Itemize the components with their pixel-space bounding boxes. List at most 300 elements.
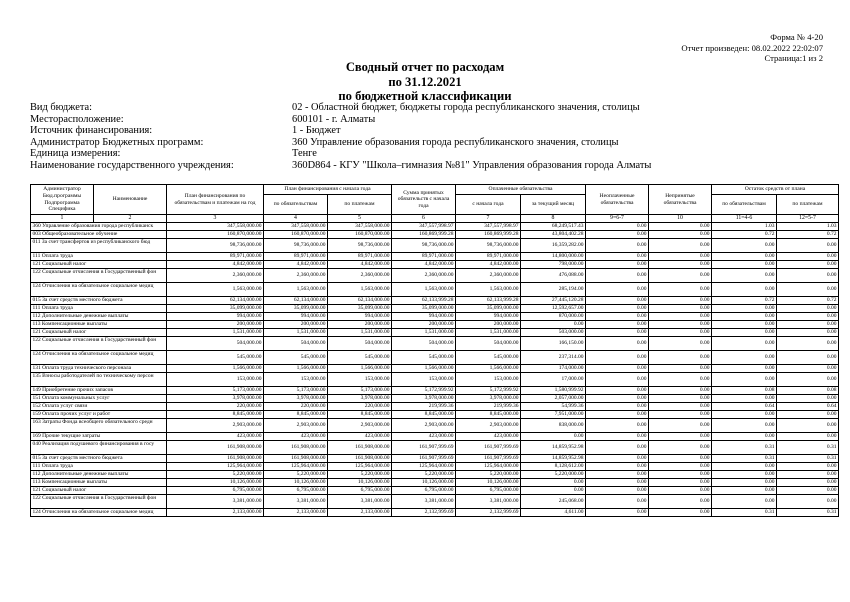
table-row: [31, 463, 839, 471]
cell-c3: 2,360,000.00: [167, 269, 264, 283]
cell-c5: 423,000.00: [328, 433, 392, 441]
info-label: Администратор Бюджетных программ:: [30, 136, 204, 148]
cell-c3: 1,531,000.00: [167, 329, 264, 337]
column-number: 9=6-7: [586, 215, 649, 223]
cell-c4: 423,000.00: [264, 433, 328, 441]
report-title: [0, 60, 850, 104]
cell-c6: 98,736,000.00: [392, 239, 456, 253]
cell-c11: 0.00: [712, 261, 777, 269]
cell-c5: 161,908,000.00: [328, 441, 392, 455]
cell-c9: 0.00: [586, 403, 649, 411]
cell-c11: 0.08: [712, 387, 777, 395]
cell-c9: 0.00: [586, 283, 649, 297]
column-numbers-row: [31, 215, 839, 223]
cell-c4: 200,000.00: [264, 321, 328, 329]
cell-c12: 0.00: [777, 411, 839, 419]
cell-c3: 5,173,000.00: [167, 387, 264, 395]
cell-c4: 3,381,000.00: [264, 495, 328, 509]
cell-c11: 0.00: [712, 471, 777, 479]
title-line-3: по бюджетной классификации: [338, 89, 512, 104]
cell-c3: 347,558,000.00: [167, 223, 264, 231]
row-name: 015 За счет средств местного бюджета: [31, 297, 167, 305]
info-row: [30, 160, 651, 172]
cell-c8: 174,000.00: [521, 365, 586, 373]
cell-c7: 1,563,000.00: [456, 283, 521, 297]
info-value: 600101 - г. Алматы: [292, 113, 376, 125]
cell-c8: 14,800,000.00: [521, 253, 586, 261]
cell-c8: 14,859,952.98: [521, 441, 586, 455]
cell-c6: 1,566,000.00: [392, 365, 456, 373]
cell-c10: 0.00: [649, 387, 712, 395]
cell-c5: 504,000.00: [328, 337, 392, 351]
table-row: [31, 351, 839, 365]
row-name: 124 Отчисления на обязательное социальное медиц: [31, 283, 167, 297]
cell-c9: 0.00: [586, 329, 649, 337]
cell-c9: 0.00: [586, 365, 649, 373]
table-row: [31, 329, 839, 337]
cell-c12: 0.00: [777, 351, 839, 365]
cell-c7: 545,000.00: [456, 351, 521, 365]
cell-c3: 545,000.00: [167, 351, 264, 365]
cell-c9: 0.00: [586, 231, 649, 239]
cell-c11: 0.00: [712, 283, 777, 297]
cell-c5: 200,000.00: [328, 321, 392, 329]
cell-c10: 0.00: [649, 495, 712, 509]
report-meta: [681, 32, 823, 64]
row-name: 131 Оплата труда технического персонала: [31, 365, 167, 373]
cell-c6: 5,172,999.92: [392, 387, 456, 395]
expense-table: [30, 184, 839, 517]
cell-c4: 2,360,000.00: [264, 269, 328, 283]
table-row: [31, 239, 839, 253]
cell-c7: 35,099,000.00: [456, 305, 521, 313]
row-name: 122 Социальные отчисления в Государственный фон: [31, 495, 167, 509]
cell-c9: 0.00: [586, 471, 649, 479]
cell-c3: 2,903,000.00: [167, 419, 264, 433]
cell-c7: 98,736,000.00: [456, 239, 521, 253]
cell-c6: 10,126,000.00: [392, 479, 456, 487]
info-value: 02 - Областной бюджет, бюджеты города республиканского значения, столицы: [292, 102, 640, 113]
table-row: [31, 321, 839, 329]
cell-c3: 10,126,000.00: [167, 479, 264, 487]
cell-c9: 0.00: [586, 419, 649, 433]
cell-c10: 0.00: [649, 269, 712, 283]
cell-c6: 89,971,000.00: [392, 253, 456, 261]
info-value: Тенге: [292, 148, 317, 160]
title-line-1: Сводный отчет по расходам: [345, 60, 505, 74]
cell-c4: 5,220,000.00: [264, 471, 328, 479]
cell-c4: 160,870,000.00: [264, 231, 328, 239]
cell-c8: 476,088.00: [521, 269, 586, 283]
table-row: [31, 373, 839, 387]
cell-c10: 0.00: [649, 441, 712, 455]
table-row: [31, 455, 839, 463]
cell-c12: 0.72: [777, 297, 839, 305]
cell-c11: 0.00: [712, 351, 777, 365]
cell-c12: 0.00: [777, 395, 839, 403]
cell-c3: 6,795,000.00: [167, 487, 264, 495]
info-label: Наименование государственного учреждения:: [30, 159, 234, 171]
cell-c12: 0.00: [777, 305, 839, 313]
cell-c8: 14,859,952.98: [521, 455, 586, 463]
header-admin: Администратор Бюд.программы Подпрограмма Специфика: [31, 185, 94, 215]
cell-c8: 7,951,000.00: [521, 411, 586, 419]
cell-c9: 0.00: [586, 351, 649, 365]
cell-c11: 0.00: [712, 463, 777, 471]
cell-c3: 1,563,000.00: [167, 283, 264, 297]
cell-c3: 220,000.00: [167, 403, 264, 411]
table-row: [31, 231, 839, 239]
row-name: 169 Прочие текущие затраты: [31, 433, 167, 441]
cell-c12: 0.08: [777, 387, 839, 395]
cell-c8: 8,128,612.00: [521, 463, 586, 471]
cell-c5: 153,000.00: [328, 373, 392, 387]
cell-c7: 153,000.00: [456, 373, 521, 387]
cell-c6: 161,907,999.69: [392, 455, 456, 463]
cell-c10: 0.00: [649, 351, 712, 365]
cell-c6: 6,795,000.00: [392, 487, 456, 495]
cell-c3: 3,381,000.00: [167, 495, 264, 509]
table-row: [31, 337, 839, 351]
cell-c11: 0.00: [712, 305, 777, 313]
cell-c10: 0.00: [649, 403, 712, 411]
cell-c11: 0.00: [712, 337, 777, 351]
row-name: 149 Приобретение прочих запасов: [31, 387, 167, 395]
cell-c7: 5,172,999.92: [456, 387, 521, 395]
cell-c4: 504,000.00: [264, 337, 328, 351]
cell-c11: 0.00: [712, 419, 777, 433]
cell-c8: 68,249,517.43: [521, 223, 586, 231]
cell-c11: 0.00: [712, 495, 777, 509]
cell-c7: 161,907,999.69: [456, 441, 521, 455]
cell-c6: 153,000.00: [392, 373, 456, 387]
cell-c8: 838,000.00: [521, 419, 586, 433]
row-name: 163 Затраты Фонда всеобщего обязательного средн: [31, 419, 167, 433]
row-name: 113 Компенсационные выплаты: [31, 321, 167, 329]
row-name: 122 Социальные отчисления в Государственный фон: [31, 269, 167, 283]
cell-c3: 161,908,000.00: [167, 455, 264, 463]
row-name: 112 Дополнительные денежные выплаты: [31, 471, 167, 479]
column-number: 11=4-6: [712, 215, 777, 223]
cell-c9: 0.00: [586, 305, 649, 313]
cell-c4: 3,978,000.00: [264, 395, 328, 403]
cell-c11: 0.00: [712, 487, 777, 495]
cell-c6: 62,133,999.28: [392, 297, 456, 305]
cell-c6: 2,903,000.00: [392, 419, 456, 433]
cell-c10: 0.00: [649, 479, 712, 487]
cell-c9: 0.00: [586, 269, 649, 283]
cell-c3: 89,971,000.00: [167, 253, 264, 261]
header-unpaid: Неоплаченные обязательства: [586, 185, 649, 215]
cell-c11: 0.00: [712, 269, 777, 283]
header-paid-month: за текущий месяц: [521, 195, 586, 215]
row-name: 015 За счет средств местного бюджета: [31, 455, 167, 463]
header-rest-pay: по платежам: [777, 195, 839, 215]
cell-c10: 0.00: [649, 433, 712, 441]
header-plan: План финансирования по обязательствам и платежам на год: [167, 185, 264, 215]
cell-c7: 1,531,000.00: [456, 329, 521, 337]
cell-c10: 0.00: [649, 487, 712, 495]
cell-c11: 0.31: [712, 509, 777, 517]
cell-c6: 1,531,000.00: [392, 329, 456, 337]
cell-c7: 200,000.00: [456, 321, 521, 329]
info-value: 360 Управление образования города республиканского значения, столицы: [292, 136, 619, 148]
cell-c12: 1.03: [777, 223, 839, 231]
cell-c5: 98,736,000.00: [328, 239, 392, 253]
cell-c4: 1,563,000.00: [264, 283, 328, 297]
cell-c9: 0.00: [586, 223, 649, 231]
header-rest-oblig: по обязательствам: [712, 195, 777, 215]
cell-c9: 0.00: [586, 455, 649, 463]
cell-c7: 3,381,000.00: [456, 495, 521, 509]
cell-c8: 0.00: [521, 479, 586, 487]
cell-c8: 5,220,000.00: [521, 471, 586, 479]
cell-c10: 0.00: [649, 223, 712, 231]
cell-c11: 0.00: [712, 365, 777, 373]
cell-c7: 423,000.00: [456, 433, 521, 441]
cell-c8: 503,000.00: [521, 329, 586, 337]
cell-c12: 0.00: [777, 313, 839, 321]
cell-c12: 0.00: [777, 321, 839, 329]
row-name: 121 Социальный налог: [31, 487, 167, 495]
column-number: 5: [328, 215, 392, 223]
cell-c7: 504,000.00: [456, 337, 521, 351]
cell-c10: 0.00: [649, 419, 712, 433]
column-number: 6: [392, 215, 456, 223]
cell-c10: 0.00: [649, 261, 712, 269]
report-timestamp: Отчет произведен: 08.02.2022 22:02:07: [681, 42, 823, 53]
header-plan-group: План финансирования с начала года: [264, 185, 392, 195]
cell-c7: 5,220,000.00: [456, 471, 521, 479]
cell-c6: 8,845,000.00: [392, 411, 456, 419]
cell-c10: 0.00: [649, 411, 712, 419]
table-row: [31, 419, 839, 433]
cell-c5: 5,173,000.00: [328, 387, 392, 395]
info-label: Месторасположение:: [30, 113, 124, 125]
cell-c10: 0.00: [649, 463, 712, 471]
cell-c11: 0.31: [712, 441, 777, 455]
cell-c3: 994,000.00: [167, 313, 264, 321]
cell-c3: 5,220,000.00: [167, 471, 264, 479]
cell-c3: 98,736,000.00: [167, 239, 264, 253]
cell-c3: 153,000.00: [167, 373, 264, 387]
cell-c6: 125,964,000.00: [392, 463, 456, 471]
cell-c9: 0.00: [586, 509, 649, 517]
column-number: 2: [94, 215, 167, 223]
row-name: 151 Оплата коммунальных услуг: [31, 395, 167, 403]
cell-c6: 161,907,999.69: [392, 441, 456, 455]
cell-c5: 161,908,000.00: [328, 455, 392, 463]
cell-c9: 0.00: [586, 373, 649, 387]
cell-c7: 3,978,000.00: [456, 395, 521, 403]
cell-c8: 0.00: [521, 321, 586, 329]
header-paid-from-start: с начала года: [456, 195, 521, 215]
cell-c7: 62,133,999.28: [456, 297, 521, 305]
column-number: 12=5-7: [777, 215, 839, 223]
cell-c3: 3,978,000.00: [167, 395, 264, 403]
cell-c4: 2,133,000.00: [264, 509, 328, 517]
cell-c6: 504,000.00: [392, 337, 456, 351]
cell-c4: 62,134,000.00: [264, 297, 328, 305]
row-name: 122 Социальные отчисления в Государственный фон: [31, 337, 167, 351]
info-row: [30, 125, 651, 137]
cell-c8: 285,194.00: [521, 283, 586, 297]
cell-c8: 16,359,282.00: [521, 239, 586, 253]
cell-c11: 0.31: [712, 455, 777, 463]
cell-c12: 0.72: [777, 231, 839, 239]
cell-c7: 89,971,000.00: [456, 253, 521, 261]
cell-c5: 2,903,000.00: [328, 419, 392, 433]
cell-c4: 8,845,000.00: [264, 411, 328, 419]
row-name: 135 Взносы работодателей по техническому персон: [31, 373, 167, 387]
table-row: [31, 387, 839, 395]
cell-c9: 0.00: [586, 313, 649, 321]
table-row: [31, 261, 839, 269]
cell-c12: 0.00: [777, 487, 839, 495]
cell-c5: 994,000.00: [328, 313, 392, 321]
cell-c12: 0.00: [777, 495, 839, 509]
cell-c8: 43,804,402.28: [521, 231, 586, 239]
header-name: Наименование: [94, 185, 167, 215]
row-name: 121 Социальный налог: [31, 261, 167, 269]
info-label: Единица измерения:: [30, 148, 121, 160]
cell-c5: 1,563,000.00: [328, 283, 392, 297]
form-number: Форма № 4-20: [770, 32, 823, 42]
cell-c9: 0.00: [586, 239, 649, 253]
cell-c4: 4,842,000.00: [264, 261, 328, 269]
cell-c4: 161,908,000.00: [264, 441, 328, 455]
cell-c10: 0.00: [649, 395, 712, 403]
row-name: 111 Оплата труда: [31, 463, 167, 471]
cell-c11: 0.00: [712, 239, 777, 253]
cell-c8: 4,611.00: [521, 509, 586, 517]
cell-c11: 0.00: [712, 479, 777, 487]
cell-c4: 220,000.00: [264, 403, 328, 411]
info-value: 360D864 - КГУ "Школа–гимназия №81" Управления образования города Алматы: [292, 159, 652, 171]
cell-c3: 8,845,000.00: [167, 411, 264, 419]
cell-c5: 2,133,000.00: [328, 509, 392, 517]
cell-c12: 0.31: [777, 509, 839, 517]
cell-c10: 0.00: [649, 373, 712, 387]
row-name: 111 Оплата труда: [31, 253, 167, 261]
header-plan-oblig: по обязательствам: [264, 195, 328, 215]
cell-c10: 0.00: [649, 239, 712, 253]
table-row: [31, 471, 839, 479]
cell-c12: 0.00: [777, 261, 839, 269]
cell-c10: 0.00: [649, 313, 712, 321]
cell-c8: 27,445,120.28: [521, 297, 586, 305]
table-row: [31, 313, 839, 321]
cell-c9: 0.00: [586, 441, 649, 455]
info-value: 1 - Бюджет: [292, 125, 341, 137]
cell-c7: 8,845,000.00: [456, 411, 521, 419]
cell-c9: 0.00: [586, 337, 649, 351]
cell-c8: 245,068.00: [521, 495, 586, 509]
table-row: [31, 403, 839, 411]
cell-c11: 0.00: [712, 411, 777, 419]
info-row: [30, 114, 651, 126]
table-row: [31, 253, 839, 261]
cell-c4: 994,000.00: [264, 313, 328, 321]
table-row: [31, 411, 839, 419]
cell-c12: 0.00: [777, 239, 839, 253]
cell-c12: 0.64: [777, 403, 839, 411]
cell-c11: 0.72: [712, 231, 777, 239]
cell-c4: 98,736,000.00: [264, 239, 328, 253]
cell-c10: 0.00: [649, 305, 712, 313]
title-line-2: по 31.12.2021: [388, 74, 462, 89]
info-row: [30, 102, 651, 114]
cell-c7: 125,964,000.00: [456, 463, 521, 471]
cell-c3: 2,133,000.00: [167, 509, 264, 517]
cell-c9: 0.00: [586, 487, 649, 495]
cell-c4: 125,964,000.00: [264, 463, 328, 471]
cell-c3: 160,870,000.00: [167, 231, 264, 239]
cell-c12: 0.31: [777, 441, 839, 455]
cell-c8: 1,580,999.92: [521, 387, 586, 395]
cell-c3: 423,000.00: [167, 433, 264, 441]
cell-c9: 0.00: [586, 395, 649, 403]
cell-c9: 0.00: [586, 387, 649, 395]
cell-c7: 2,903,000.00: [456, 419, 521, 433]
cell-c5: 35,099,000.00: [328, 305, 392, 313]
column-number: 7: [456, 215, 521, 223]
cell-c8: 166,150.00: [521, 337, 586, 351]
row-name: 003 Общеобразовательное обучение: [31, 231, 167, 239]
cell-c12: 0.00: [777, 433, 839, 441]
cell-c5: 3,978,000.00: [328, 395, 392, 403]
cell-c8: 17,000.00: [521, 373, 586, 387]
cell-c3: 1,566,000.00: [167, 365, 264, 373]
cell-c12: 0.00: [777, 329, 839, 337]
header-plan-pay: по платежам: [328, 195, 392, 215]
cell-c12: 0.31: [777, 455, 839, 463]
row-name: 159 Оплата прочих услуг и работ: [31, 411, 167, 419]
row-name: 113 Компенсационные выплаты: [31, 479, 167, 487]
cell-c10: 0.00: [649, 455, 712, 463]
cell-c9: 0.00: [586, 297, 649, 305]
table-row: [31, 433, 839, 441]
cell-c5: 8,845,000.00: [328, 411, 392, 419]
cell-c6: 5,220,000.00: [392, 471, 456, 479]
header-unaccepted: Непринятые обязательства: [649, 185, 712, 215]
cell-c5: 4,842,000.00: [328, 261, 392, 269]
table-row: [31, 297, 839, 305]
cell-c6: 2,132,999.69: [392, 509, 456, 517]
cell-c7: 2,132,999.69: [456, 509, 521, 517]
cell-c12: 0.00: [777, 283, 839, 297]
cell-c4: 89,971,000.00: [264, 253, 328, 261]
cell-c6: 219,999.36: [392, 403, 456, 411]
cell-c9: 0.00: [586, 479, 649, 487]
row-name: 121 Социальный налог: [31, 329, 167, 337]
row-name: 011 За счет трансфертов из республиканского бюд: [31, 239, 167, 253]
cell-c4: 545,000.00: [264, 351, 328, 365]
cell-c4: 10,126,000.00: [264, 479, 328, 487]
info-label: Источник финансирования:: [30, 125, 153, 137]
cell-c3: 200,000.00: [167, 321, 264, 329]
cell-c3: 161,908,000.00: [167, 441, 264, 455]
column-number: 10: [649, 215, 712, 223]
cell-c6: 1,563,000.00: [392, 283, 456, 297]
row-name: 112 Дополнительные денежные выплаты: [31, 313, 167, 321]
cell-c6: 35,099,000.00: [392, 305, 456, 313]
table-row: [31, 441, 839, 455]
cell-c5: 5,220,000.00: [328, 471, 392, 479]
cell-c11: 1.03: [712, 223, 777, 231]
cell-c6: 3,381,000.00: [392, 495, 456, 509]
cell-c7: 2,360,000.00: [456, 269, 521, 283]
